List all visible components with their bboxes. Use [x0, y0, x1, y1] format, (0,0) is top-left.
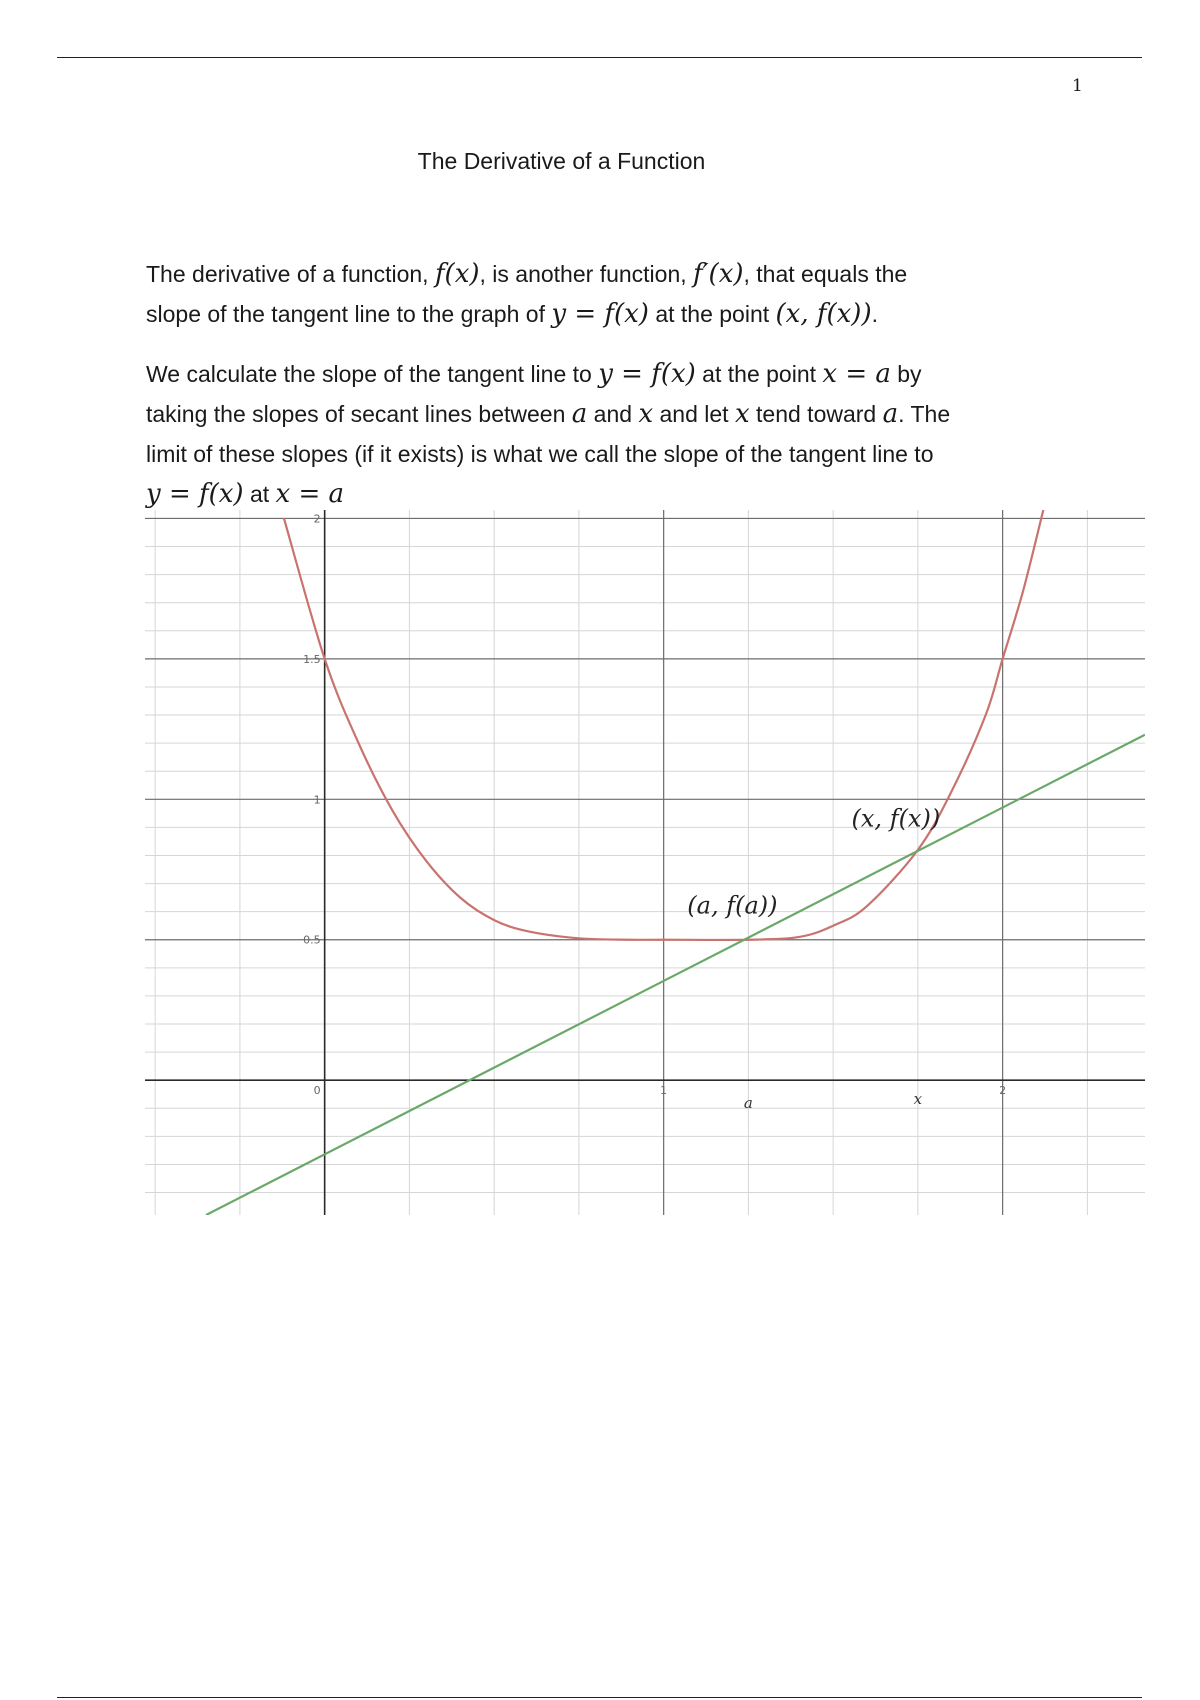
math-expression: x — [734, 399, 750, 429]
text-segment: tend toward — [749, 401, 883, 427]
text-segment: . — [871, 301, 878, 327]
math-expression: x = a — [822, 359, 891, 389]
y-tick-label: 0 — [313, 1084, 321, 1098]
x-tick-label: 2 — [999, 1084, 1007, 1098]
math-expression: x = a — [275, 479, 345, 509]
math-expression: (x, f(x)) — [775, 299, 872, 329]
paragraph-line — [146, 474, 1086, 514]
math-expression: x — [638, 399, 654, 429]
text-segment: at the point — [648, 301, 776, 327]
math-expression: f(x) — [434, 259, 480, 289]
text-segment: at — [243, 481, 276, 507]
text-segment: taking the slopes of secant lines between — [146, 401, 572, 427]
y-tick-label: 1 — [313, 793, 321, 807]
paragraph-calculation — [146, 354, 1086, 514]
minor-grid — [145, 510, 1145, 1215]
page-number: 1 — [1072, 76, 1083, 96]
text-segment: , is another function, — [479, 261, 694, 287]
text-segment: at the point — [695, 361, 823, 387]
y-tick-label: 2 — [313, 512, 321, 526]
page-title: The Derivative of a Function — [417, 148, 706, 174]
paragraph-line — [146, 294, 1086, 334]
x-marker-label-a: a — [743, 1094, 753, 1113]
major-grid — [145, 510, 1145, 1215]
text-segment: and — [587, 401, 639, 427]
y-tick-label: 1.5 — [303, 652, 321, 666]
math-expression: y = f(x) — [146, 479, 244, 509]
text-segment: slope of the tangent line to the graph of — [146, 301, 552, 327]
text-segment: limit of these slopes (if it exists) is what we call the slope of the tangent line to — [146, 441, 934, 467]
annotations — [687, 805, 940, 1113]
math-expression: a — [571, 399, 588, 429]
text-segment: , that equals the — [743, 261, 908, 287]
paragraph-line — [146, 434, 1086, 474]
point-label-x: (x, f(x)) — [851, 804, 941, 833]
plot-lines — [206, 510, 1145, 1215]
paragraph-line — [146, 254, 1086, 294]
text-segment: and let — [653, 401, 735, 427]
header-rule — [57, 57, 1142, 58]
footer-rule — [57, 1697, 1142, 1698]
function-graph — [145, 510, 1145, 1215]
paragraph-definition — [146, 254, 1086, 334]
x-marker-label-x: x — [913, 1090, 923, 1109]
math-expression: y = f(x) — [598, 359, 696, 389]
point-label-a: (a, f(a)) — [687, 891, 778, 920]
x-tick-label: 1 — [660, 1084, 668, 1098]
text-segment: by — [890, 361, 922, 387]
math-expression: a — [882, 399, 899, 429]
text-segment: We calculate the slope of the tangent line to — [146, 361, 599, 387]
math-expression: f′(x) — [693, 259, 744, 289]
axes — [145, 510, 1145, 1215]
paragraph-line — [146, 354, 1086, 394]
math-expression: y = f(x) — [551, 299, 649, 329]
text-segment: The derivative of a function, — [146, 261, 435, 287]
text-segment: . The — [898, 401, 951, 427]
secant-line — [206, 735, 1145, 1215]
paragraph-line — [146, 394, 1086, 434]
y-tick-label: 0.5 — [303, 933, 321, 947]
